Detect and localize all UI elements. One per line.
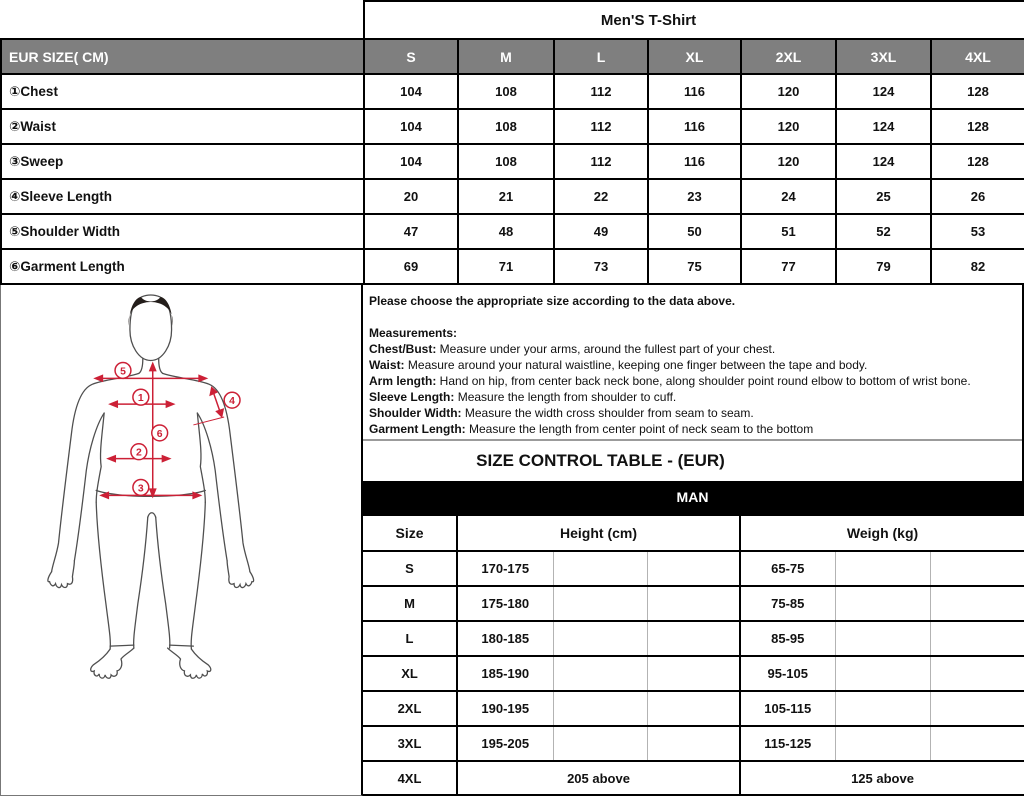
size-cell: L [363, 621, 457, 656]
col-header-height: Height (cm) [457, 515, 740, 551]
label-2: 2 [135, 447, 142, 459]
height-cell: 195-205 [457, 726, 553, 761]
empty-cell [553, 691, 647, 726]
height-cell: 205 above [457, 761, 740, 795]
cell: 116 [648, 109, 741, 144]
intro-note: Please choose the appropriate size according to the data above. [369, 294, 736, 308]
empty-cell [930, 586, 1024, 621]
empty-cell [647, 726, 740, 761]
size-control-title: SIZE CONTROL TABLE - (EUR) [363, 441, 1022, 481]
size-table [0, 0, 1024, 285]
cell: 73 [554, 249, 648, 284]
note-desc: Measure around your natural waistline, keeping one finger between the tape and body. [404, 358, 868, 372]
size-cell: S [363, 551, 457, 586]
note-term: Sleeve Length: [369, 390, 455, 404]
empty-cell [835, 726, 930, 761]
note-term: Arm length: [369, 374, 437, 388]
measurement-arrows [93, 361, 240, 499]
cell: 21 [458, 179, 554, 214]
size-col-header-xl: XL [648, 39, 741, 74]
title-row [1, 1, 1024, 39]
weight-cell: 95-105 [740, 656, 835, 691]
cell: 120 [741, 109, 836, 144]
size-cell: M [363, 586, 457, 621]
empty-cell [647, 586, 740, 621]
height-cell: 170-175 [457, 551, 553, 586]
cell: 75 [648, 249, 741, 284]
cell: 69 [364, 249, 458, 284]
label-3: 3 [137, 483, 144, 495]
note-line [369, 357, 1012, 373]
bottom-area [0, 285, 1024, 796]
empty-cell [930, 621, 1024, 656]
cell: 23 [648, 179, 741, 214]
note-term: Garment Length: [369, 422, 466, 436]
empty-cell [835, 656, 930, 691]
cell: 79 [836, 249, 931, 284]
row-label: ⑤Shoulder Width [1, 214, 364, 249]
cell: 112 [554, 74, 648, 109]
note-term: Waist: [369, 358, 405, 372]
cell: 77 [741, 249, 836, 284]
empty-cell [930, 691, 1024, 726]
note-line [369, 421, 1012, 437]
cell: 24 [741, 179, 836, 214]
note-desc: Measure the length from center point of neck seam to the bottom [465, 422, 814, 436]
row-chest [1, 74, 1024, 109]
cell: 124 [836, 109, 931, 144]
size-col-header-2xl: 2XL [741, 39, 836, 74]
size-col-header-s: S [364, 39, 458, 74]
empty-cell [930, 726, 1024, 761]
empty-cell [647, 691, 740, 726]
empty-cell [647, 551, 740, 586]
row-label: ③Sweep [1, 144, 364, 179]
control-row-m [363, 586, 1024, 621]
col-header-weight: Weigh (kg) [740, 515, 1024, 551]
cell: 52 [836, 214, 931, 249]
cell: 108 [458, 109, 554, 144]
note-desc: Hand on hip, from center back neck bone, along shoulder point round elbow to bottom of wrist bone. [436, 374, 971, 388]
empty-cell [930, 656, 1024, 691]
cell: 112 [554, 144, 648, 179]
cell: 51 [741, 214, 836, 249]
empty-cell [647, 621, 740, 656]
weight-cell: 115-125 [740, 726, 835, 761]
right-column [363, 285, 1024, 796]
height-cell: 190-195 [457, 691, 553, 726]
label-1: 1 [137, 393, 144, 405]
cell: 128 [931, 74, 1024, 109]
control-header-row [363, 515, 1024, 551]
size-col-header-m: M [458, 39, 554, 74]
cell: 104 [364, 144, 458, 179]
cell: 104 [364, 109, 458, 144]
cell: 82 [931, 249, 1024, 284]
cell: 116 [648, 74, 741, 109]
empty-cell [553, 726, 647, 761]
height-cell: 185-190 [457, 656, 553, 691]
weight-cell: 105-115 [740, 691, 835, 726]
cell: 124 [836, 74, 931, 109]
note-desc: Measure the length from shoulder to cuff. [454, 390, 677, 404]
row-shoulder-width [1, 214, 1024, 249]
empty-cell [553, 656, 647, 691]
cell: 120 [741, 74, 836, 109]
note-line [369, 405, 1012, 421]
size-col-header-l: L [554, 39, 648, 74]
notes-panel [363, 285, 1022, 439]
cell: 50 [648, 214, 741, 249]
size-header-row [1, 39, 1024, 74]
cell: 25 [836, 179, 931, 214]
row-label: ⑥Garment Length [1, 249, 364, 284]
note-line [369, 341, 1012, 357]
cell: 108 [458, 74, 554, 109]
row-garment-length [1, 249, 1024, 284]
height-cell: 175-180 [457, 586, 553, 621]
cell: 112 [554, 109, 648, 144]
cell: 104 [364, 74, 458, 109]
note-desc: Measure under your arms, around the fullest part of your chest. [436, 342, 776, 356]
size-cell: 3XL [363, 726, 457, 761]
col-header-size: Size [363, 515, 457, 551]
note-line [369, 373, 1012, 389]
weight-cell: 65-75 [740, 551, 835, 586]
cell: 26 [931, 179, 1024, 214]
empty-cell [553, 551, 647, 586]
row-label: ②Waist [1, 109, 364, 144]
note-term: Shoulder Width: [369, 406, 462, 420]
label-6: 6 [156, 428, 163, 440]
cell: 48 [458, 214, 554, 249]
empty-cell [835, 691, 930, 726]
row-sweep [1, 144, 1024, 179]
control-row-l [363, 621, 1024, 656]
size-control-table [363, 514, 1024, 796]
row-label: ①Chest [1, 74, 364, 109]
cell: 20 [364, 179, 458, 214]
page-title: Men'S T-Shirt [364, 1, 1024, 39]
size-col-header-4xl: 4XL [931, 39, 1024, 74]
cell: 47 [364, 214, 458, 249]
title-spacer [1, 1, 364, 39]
empty-cell [835, 551, 930, 586]
figure-panel [0, 285, 363, 796]
empty-cell [647, 656, 740, 691]
size-cell: 4XL [363, 761, 457, 795]
eur-size-header: EUR SIZE( CM) [1, 39, 364, 74]
row-sleeve-length [1, 179, 1024, 214]
control-row-2xl [363, 691, 1024, 726]
cell: 22 [554, 179, 648, 214]
row-label: ④Sleeve Length [1, 179, 364, 214]
male-figure-outline [48, 295, 254, 678]
weight-cell: 125 above [740, 761, 1024, 795]
cell: 71 [458, 249, 554, 284]
note-term: Chest/Bust: [369, 342, 437, 356]
empty-cell [835, 586, 930, 621]
height-cell: 180-185 [457, 621, 553, 656]
weight-cell: 75-85 [740, 586, 835, 621]
label-5: 5 [120, 366, 126, 378]
control-row-s [363, 551, 1024, 586]
man-header-bar: MAN [363, 481, 1022, 514]
row-waist [1, 109, 1024, 144]
empty-cell [930, 551, 1024, 586]
control-row-xl [363, 656, 1024, 691]
empty-cell [553, 586, 647, 621]
measurements-heading: Measurements: [369, 326, 458, 340]
empty-cell [553, 621, 647, 656]
size-col-header-3xl: 3XL [836, 39, 931, 74]
control-row-4xl [363, 761, 1024, 795]
male-figure-svg [1, 285, 361, 794]
weight-cell: 85-95 [740, 621, 835, 656]
size-cell: 2XL [363, 691, 457, 726]
cell: 128 [931, 109, 1024, 144]
cell: 108 [458, 144, 554, 179]
size-cell: XL [363, 656, 457, 691]
control-row-3xl [363, 726, 1024, 761]
note-line [369, 389, 1012, 405]
cell: 128 [931, 144, 1024, 179]
cell: 53 [931, 214, 1024, 249]
note-desc: Measure the width cross shoulder from seam to seam. [461, 406, 754, 420]
label-4: 4 [229, 396, 235, 408]
empty-cell [835, 621, 930, 656]
cell: 120 [741, 144, 836, 179]
cell: 49 [554, 214, 648, 249]
cell: 116 [648, 144, 741, 179]
cell: 124 [836, 144, 931, 179]
